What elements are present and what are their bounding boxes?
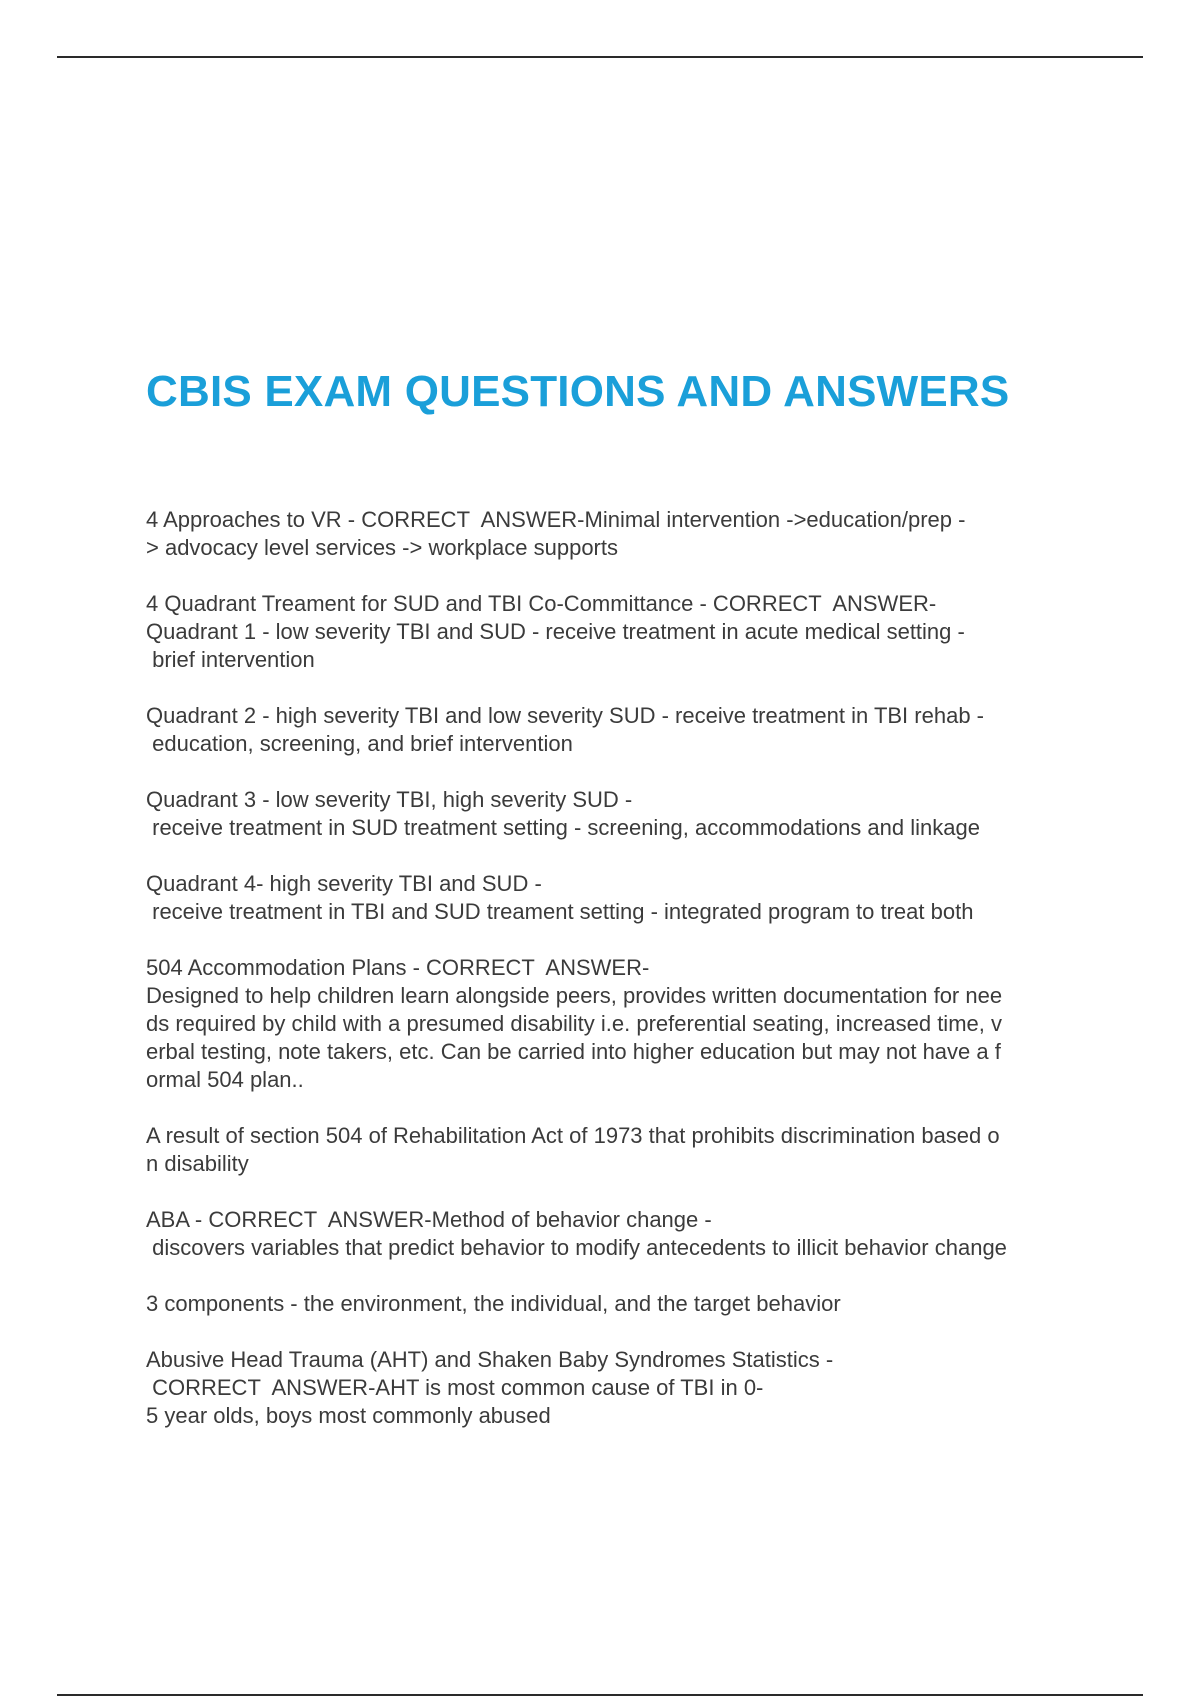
top-rule bbox=[57, 56, 1143, 58]
text-line: discovers variables that predict behavior to modify antecedents to illicit behavior change bbox=[146, 1235, 1007, 1260]
paragraph-quadrant-4 bbox=[146, 870, 1086, 926]
text-line: A result of section 504 of Rehabilitation Act of 1973 that prohibits discrimination based o bbox=[146, 1123, 1000, 1148]
text-line: > advocacy level services -> workplace supports bbox=[146, 535, 618, 560]
text-line: 4 Approaches to VR - CORRECT ANSWER-Minimal intervention ->education/prep - bbox=[146, 507, 966, 532]
paragraph-section-504 bbox=[146, 1122, 1086, 1178]
text-line: Quadrant 3 - low severity TBI, high severity SUD - bbox=[146, 787, 633, 812]
paragraph-aba bbox=[146, 1206, 1086, 1262]
paragraph-aht-statistics bbox=[146, 1346, 1086, 1430]
text-line: Abusive Head Trauma (AHT) and Shaken Baby Syndromes Statistics - bbox=[146, 1347, 834, 1372]
text-line: 4 Quadrant Treament for SUD and TBI Co-Committance - CORRECT ANSWER- bbox=[146, 591, 937, 616]
bottom-rule bbox=[57, 1694, 1143, 1696]
text-line: Quadrant 2 - high severity TBI and low severity SUD - receive treatment in TBI rehab - bbox=[146, 703, 984, 728]
text-line: 504 Accommodation Plans - CORRECT ANSWER- bbox=[146, 955, 650, 980]
paragraph-vr-approaches bbox=[146, 506, 1086, 562]
paragraph-quadrant-2 bbox=[146, 702, 1086, 758]
text-line: ormal 504 plan.. bbox=[146, 1067, 304, 1092]
paragraph-504-plans bbox=[146, 954, 1086, 1094]
paragraph-quadrant-3 bbox=[146, 786, 1086, 842]
text-line: erbal testing, note takers, etc. Can be carried into higher education but may not have a f bbox=[146, 1039, 1001, 1064]
text-line: Designed to help children learn alongside peers, provides written documentation for nee bbox=[146, 983, 1003, 1008]
text-line: 5 year olds, boys most commonly abused bbox=[146, 1403, 551, 1428]
paragraph-quadrant-treatment bbox=[146, 590, 1086, 674]
text-line: receive treatment in TBI and SUD treament setting - integrated program to treat both bbox=[146, 899, 974, 924]
text-line: Quadrant 1 - low severity TBI and SUD - receive treatment in acute medical setting - bbox=[146, 619, 965, 644]
text-line: Quadrant 4- high severity TBI and SUD - bbox=[146, 871, 542, 896]
text-line: n disability bbox=[146, 1151, 249, 1176]
paragraph-aba-components bbox=[146, 1290, 1086, 1318]
document-title: CBIS EXAM QUESTIONS AND ANSWERS bbox=[146, 367, 1010, 416]
text-line: brief intervention bbox=[146, 647, 315, 672]
text-line: ABA - CORRECT ANSWER-Method of behavior change - bbox=[146, 1207, 712, 1232]
document-body bbox=[146, 506, 1086, 1458]
text-line: ds required by child with a presumed disability i.e. preferential seating, increased time, v bbox=[146, 1011, 1002, 1036]
text-line: education, screening, and brief intervention bbox=[146, 731, 573, 756]
text-line: CORRECT ANSWER-AHT is most common cause of TBI in 0- bbox=[146, 1375, 764, 1400]
text-line: 3 components - the environment, the individual, and the target behavior bbox=[146, 1291, 841, 1316]
text-line: receive treatment in SUD treatment setting - screening, accommodations and linkage bbox=[146, 815, 980, 840]
